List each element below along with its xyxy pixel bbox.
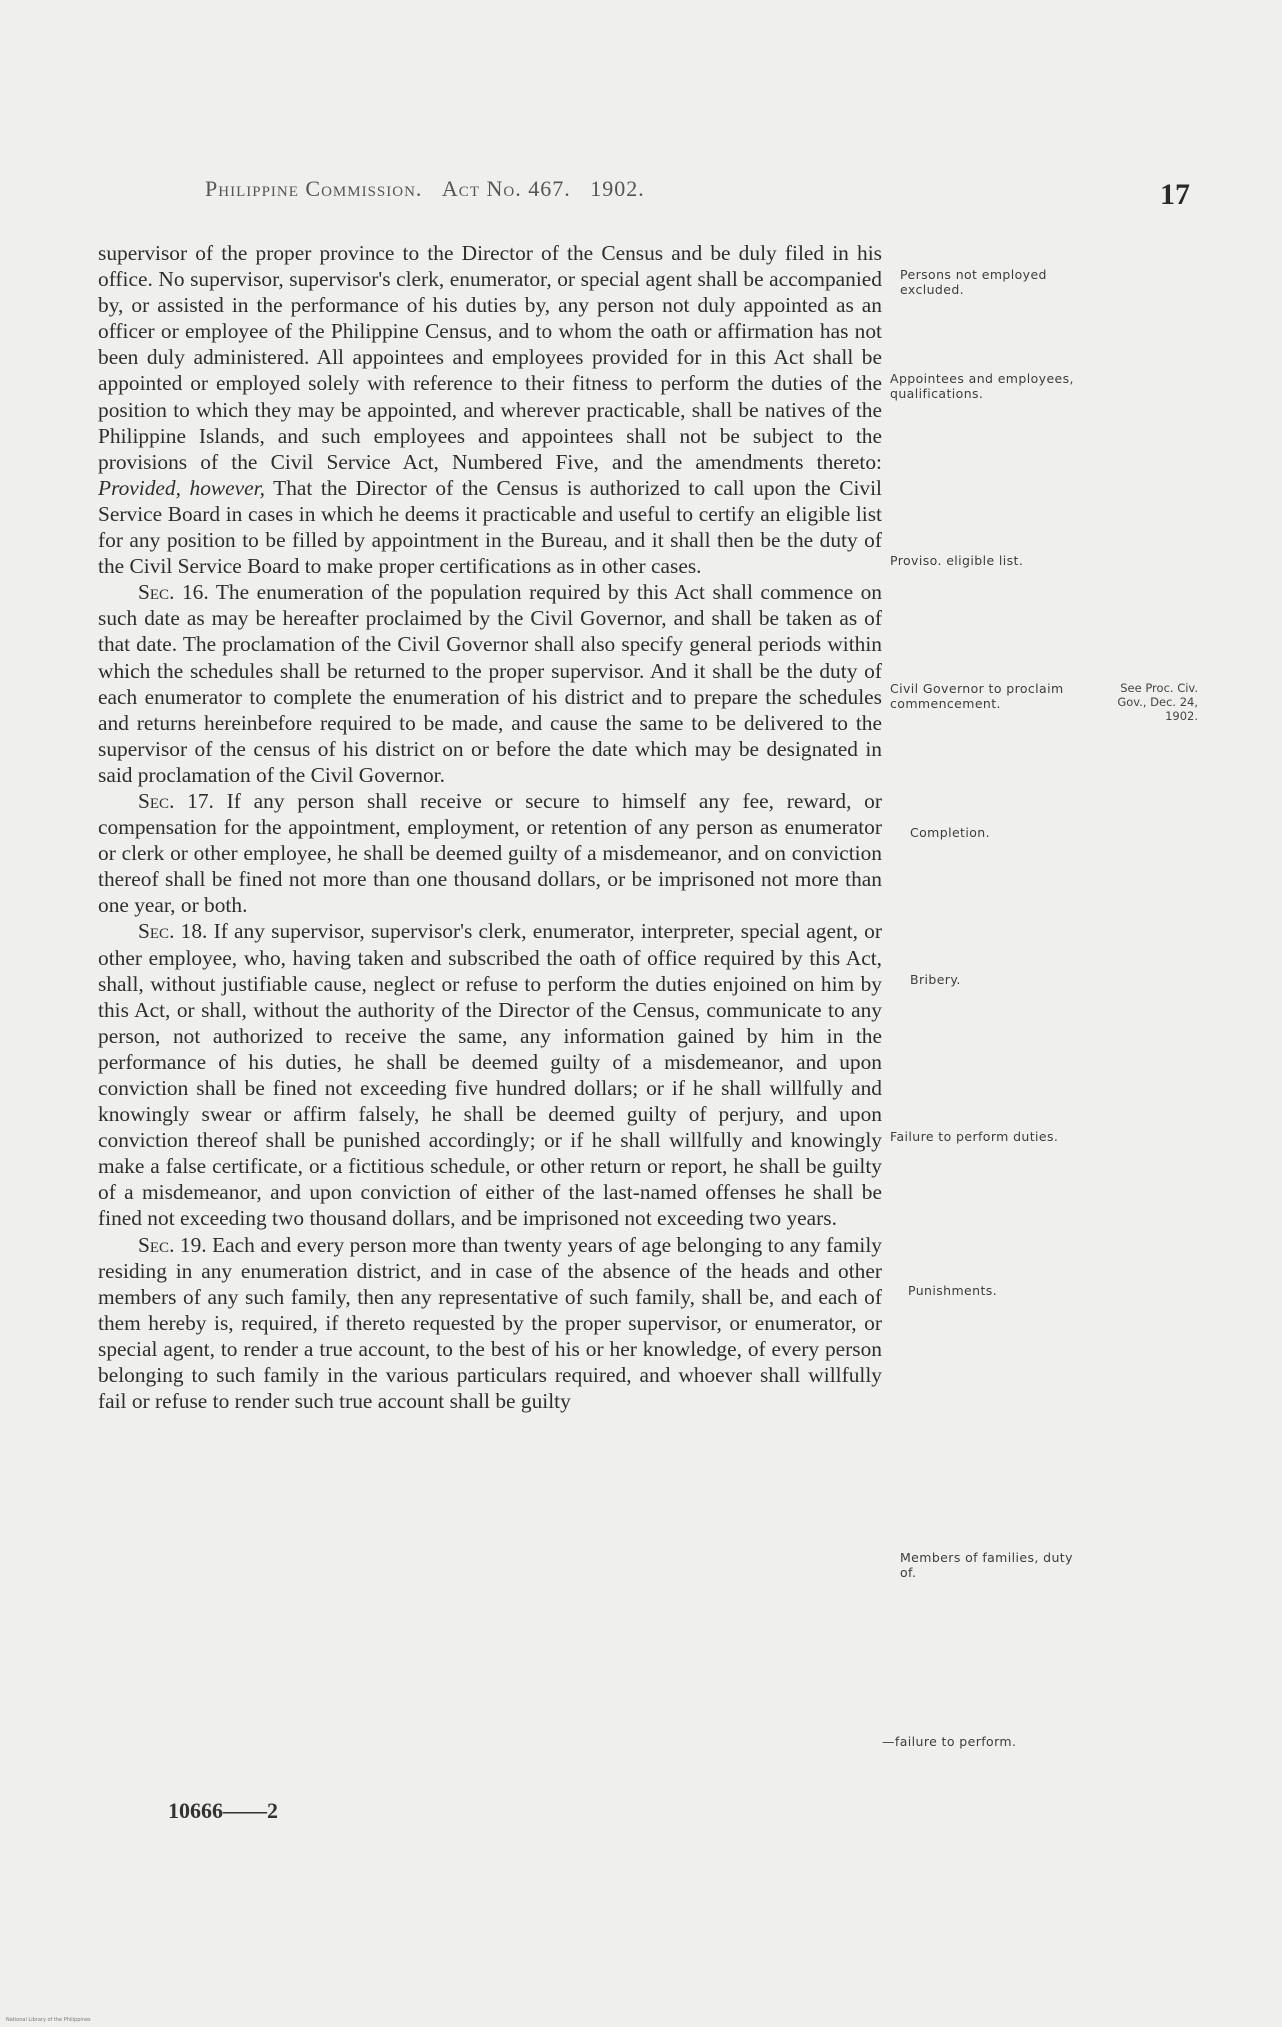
section-17 <box>98 788 882 918</box>
margin-note-failure-duties: Failure to perform duties. <box>890 1129 1059 1144</box>
section-18-label: Sec. 18. <box>138 919 208 944</box>
paragraph-continuation <box>98 240 882 579</box>
running-head-act: Act No. 467. <box>441 176 571 201</box>
section-18 <box>98 918 882 1231</box>
margin-note-appointees: Appointees and employees, qualifications. <box>890 371 1074 401</box>
section-19-text: Each and every person more than twenty years of age belonging to any family residing in any enumeration district, and in case of the absence of the heads and other members of any such family, then any representative of such family, shall be, and each of them hereby is, required, if thereto requested by the proper supervisor, or enumerator, or special agent, to render a true account, to the best of his or her knowledge, of every person belonging to such family in the various particulars required, and whoever shall willfully fail or refuse to render such true account shall be guilty <box>98 1232 882 1414</box>
margin-note-persons-excluded: Persons not employed excluded. <box>900 267 1047 297</box>
margin-note-proviso: Proviso. eligible list. <box>890 553 1024 568</box>
signature-mark: 10666——2 <box>168 1798 278 1823</box>
section-17-text: If any person shall receive or secure to himself any fee, reward, or compensation for the appointment, employment, or retention of any person as enumerator or clerk or other employee, he shall be deemed guilty of a misdemeanor, and on conviction thereof shall be fined not more than one thousand dollars, or be imprisoned not more than one year, or both. <box>98 788 882 918</box>
section-19-label: Sec. 19. <box>138 1232 207 1257</box>
section-16 <box>98 579 882 788</box>
section-19 <box>98 1232 882 1415</box>
running-head-title: Philippine Commission. <box>205 176 423 201</box>
margin-note-bribery: Bribery. <box>910 972 961 987</box>
paragraph-continuation-text: supervisor of the proper province to the Director of the Census and be duly filed in his office. No supervisor, supervisor's clerk, enumerator, or special agent shall be accompanied by, or assisted in the performance of his duties by, any person not duly appointed as an officer or employee of the Philippine Census, and to whom the oath or affirmation has not been duly administered. All appointees and employees provided for in this Act shall be appointed or employed solely with reference to their fitness to perform the duties of the position to which they may be appointed, and wherever practicable, shall be natives of the Philippine Islands, and such employees and appointees shall not be subject to the provisions of the Civil Service Act, Numbered Five, and the amendments thereto: <box>98 241 882 474</box>
section-16-text: The enumeration of the population required by this Act shall commence on such date as may be hereafter proclaimed by the Civil Governor, and shall be taken as of that date. The proclamation of the Civil Governor shall also specify general periods within which the schedules shall be returned to the proper supervisor. And it shall be the duty of each enumerator to complete the enumeration of his district and to prepare the schedules and returns hereinbefore required to be made, and cause the same to be delivered to the supervisor of the census of his district on or before the date which may be designated in said proclamation of the Civil Governor. <box>98 580 883 787</box>
body-text <box>98 240 882 1414</box>
margin-note-members-families: Members of families, duty of. <box>900 1550 1073 1580</box>
margin-note-completion: Completion. <box>910 825 990 840</box>
section-17-label: Sec. 17. <box>138 788 214 813</box>
section-18-text: If any supervisor, supervisor's clerk, enumerator, interpreter, special agent, or other employee, who, having taken and subscribed the oath of office required by this Act, shall, without justifiable cause, neglect or refuse to perform the duties enjoined on him by this Act, or shall, without the authority of the Director of the Census, communicate to any person, not authorized to receive the same, any information gained by him in the performance of his duties, he shall be deemed guilty of a misdemeanor, and upon conviction shall be fined not exceeding five hundred dollars; or if he shall willfully and knowingly swear or affirm falsely, he shall be deemed guilty of perjury, and upon conviction thereof shall be punished accordingly; or if he shall willfully and knowingly make a false certificate, or a fictitious schedule, or other return or report, he shall be guilty of a misdemeanor, and upon conviction of either of the last-named offenses he shall be fined not exceeding two thousand dollars, and be imprisoned not exceeding two years. <box>98 919 882 1231</box>
margin-note-failure-perform: —failure to perform. <box>882 1734 1017 1749</box>
page-number: 17 <box>1160 178 1190 211</box>
proviso-italic: Provided, however, <box>98 475 265 500</box>
margin-note-civil-governor: Civil Governor to proclaim commencement. <box>890 681 1064 711</box>
running-head <box>205 176 785 202</box>
section-16-label: Sec. 16. <box>138 580 209 605</box>
running-head-year: 1902. <box>590 176 645 201</box>
margin-note-punishments: Punishments. <box>908 1283 998 1298</box>
footer-credit: National Library of the Philippines <box>6 2017 91 2023</box>
side-reference: See Proc. Civ. Gov., Dec. 24, 1902. <box>1117 681 1198 723</box>
paragraph-continuation-tail: That the Director of the Census is authorized to call upon the Civil Service Board in cases in which he deems it practicable and useful to certify an eligible list for any position to be filled by appointment in the Bureau, and it shall then be the duty of the Civil Service Board to make proper certifications as in other cases. <box>98 475 883 579</box>
